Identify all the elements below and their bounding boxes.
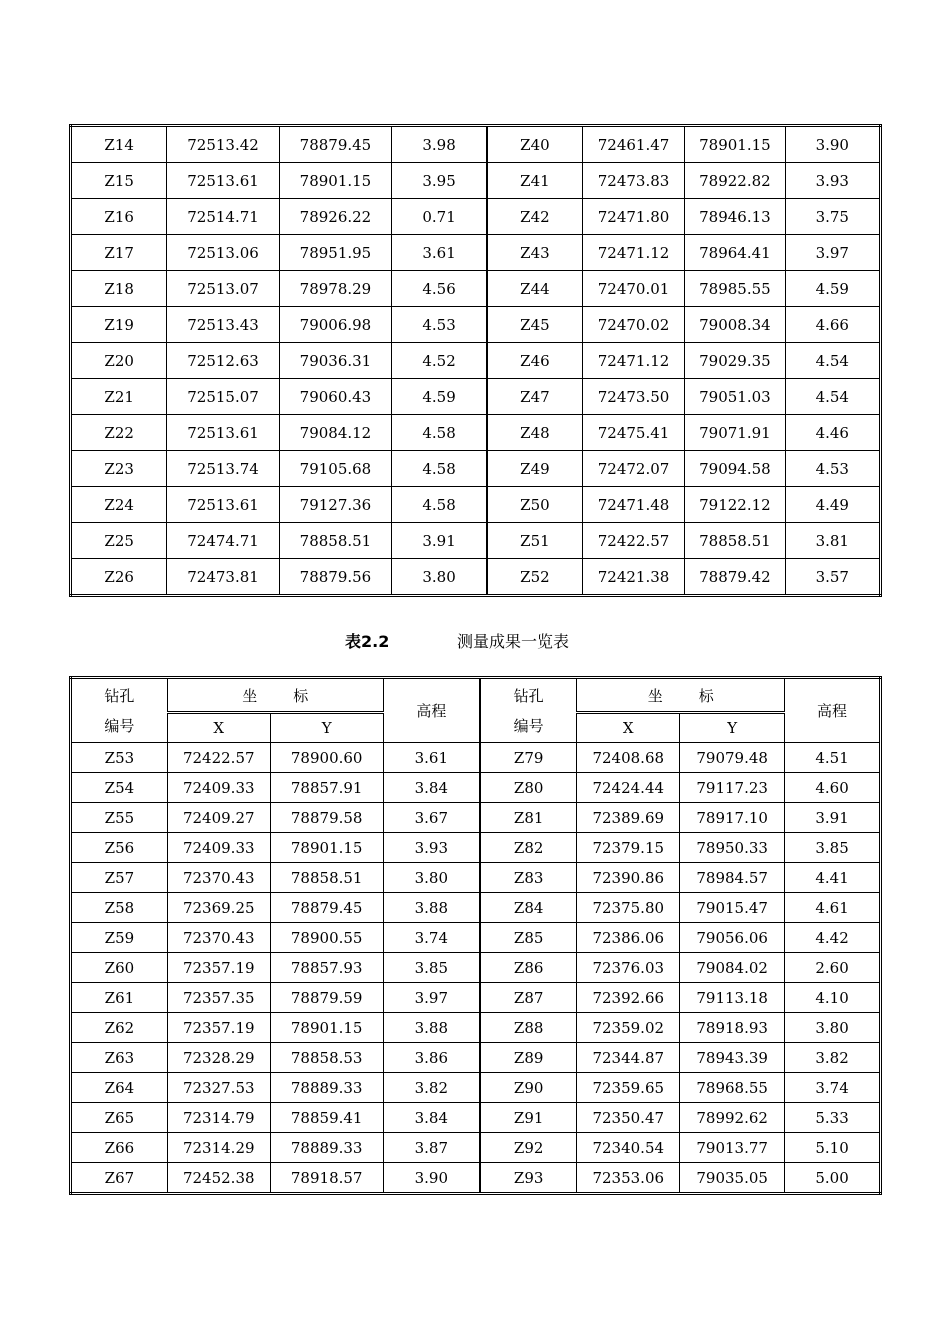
- cell-elevation: 3.90: [383, 1163, 480, 1194]
- header-coord-char1: 坐: [242, 686, 258, 705]
- header-y: Y: [270, 713, 383, 743]
- header-elevation-2: 高程: [785, 678, 881, 743]
- header-borehole-line1: 钻孔: [104, 686, 135, 705]
- cell-y-coord: 78900.60: [270, 743, 383, 773]
- cell-elevation: 4.56: [392, 271, 487, 307]
- cell-borehole-id: Z20: [71, 343, 167, 379]
- cell-x-coord: 72512.63: [167, 343, 279, 379]
- header-elevation: 高程: [383, 678, 480, 743]
- cell-x-coord-right: 72471.48: [582, 487, 684, 523]
- cell-elevation-right: 4.61: [785, 893, 881, 923]
- cell-borehole-id-right: Z42: [487, 199, 582, 235]
- cell-elevation: 3.80: [383, 863, 480, 893]
- cell-y-coord: 79060.43: [279, 379, 391, 415]
- cell-borehole-id-right: Z90: [480, 1073, 577, 1103]
- cell-elevation-right: 3.82: [785, 1043, 881, 1073]
- table-row: [71, 163, 881, 199]
- header-coordinates-2: [577, 678, 785, 713]
- cell-borehole-id: Z26: [71, 559, 167, 596]
- cell-x-coord-right: 72390.86: [577, 863, 680, 893]
- cell-y-coord-right: 79051.03: [685, 379, 785, 415]
- cell-elevation-right: 4.66: [785, 307, 880, 343]
- table-row: [71, 523, 881, 559]
- cell-x-coord-right: 72340.54: [577, 1133, 680, 1163]
- caption-title: 测量成果一览表: [457, 632, 570, 651]
- cell-y-coord-right: 78901.15: [685, 126, 785, 163]
- cell-y-coord-right: 78922.82: [685, 163, 785, 199]
- cell-x-coord-right: 72353.06: [577, 1163, 680, 1194]
- cell-y-coord-right: 79079.48: [680, 743, 785, 773]
- cell-x-coord: 72409.27: [167, 803, 270, 833]
- cell-y-coord-right: 79084.02: [680, 953, 785, 983]
- cell-elevation: 3.85: [383, 953, 480, 983]
- table-row: [71, 923, 881, 953]
- cell-elevation: 4.58: [392, 487, 487, 523]
- cell-y-coord-right: 78964.41: [685, 235, 785, 271]
- cell-elevation-right: 4.53: [785, 451, 880, 487]
- cell-borehole-id-right: Z89: [480, 1043, 577, 1073]
- cell-elevation: 4.59: [392, 379, 487, 415]
- cell-elevation: 3.87: [383, 1133, 480, 1163]
- cell-x-coord: 72369.25: [167, 893, 270, 923]
- cell-elevation: 4.58: [392, 415, 487, 451]
- cell-borehole-id-right: Z92: [480, 1133, 577, 1163]
- cell-x-coord-right: 72470.01: [582, 271, 684, 307]
- cell-elevation-right: 3.80: [785, 1013, 881, 1043]
- cell-y-coord: 78857.93: [270, 953, 383, 983]
- cell-elevation-right: 3.90: [785, 126, 880, 163]
- table1-body: [71, 126, 881, 596]
- cell-borehole-id-right: Z46: [487, 343, 582, 379]
- cell-y-coord: 78859.41: [270, 1103, 383, 1133]
- cell-elevation: 4.58: [392, 451, 487, 487]
- cell-borehole-id: Z19: [71, 307, 167, 343]
- header-coord-char2-2: 标: [698, 686, 714, 705]
- cell-y-coord: 78858.51: [279, 523, 391, 559]
- cell-elevation: 3.82: [383, 1073, 480, 1103]
- cell-x-coord: 72357.35: [167, 983, 270, 1013]
- cell-borehole-id: Z60: [71, 953, 168, 983]
- header-coord-char2: 标: [293, 686, 309, 705]
- cell-borehole-id-right: Z40: [487, 126, 582, 163]
- cell-borehole-id-right: Z86: [480, 953, 577, 983]
- cell-y-coord: 78926.22: [279, 199, 391, 235]
- cell-borehole-id: Z25: [71, 523, 167, 559]
- cell-borehole-id-right: Z44: [487, 271, 582, 307]
- header-coordinates: [167, 678, 383, 713]
- table-row: [71, 1133, 881, 1163]
- table2-header: [71, 678, 881, 743]
- cell-elevation: 3.67: [383, 803, 480, 833]
- header-coord-char1-2: 坐: [647, 686, 663, 705]
- cell-y-coord: 78900.55: [270, 923, 383, 953]
- table-row: [71, 126, 881, 163]
- cell-x-coord: 72409.33: [167, 833, 270, 863]
- table-row: [71, 953, 881, 983]
- cell-borehole-id: Z62: [71, 1013, 168, 1043]
- cell-x-coord-right: 72350.47: [577, 1103, 680, 1133]
- table-row: [71, 487, 881, 523]
- cell-x-coord: 72514.71: [167, 199, 279, 235]
- cell-borehole-id: Z17: [71, 235, 167, 271]
- table-row: [71, 343, 881, 379]
- cell-x-coord: 72513.61: [167, 415, 279, 451]
- cell-x-coord-right: 72376.03: [577, 953, 680, 983]
- cell-y-coord-right: 79015.47: [680, 893, 785, 923]
- cell-y-coord-right: 79122.12: [685, 487, 785, 523]
- cell-borehole-id: Z66: [71, 1133, 168, 1163]
- cell-elevation-right: 4.46: [785, 415, 880, 451]
- cell-elevation-right: 3.74: [785, 1073, 881, 1103]
- cell-x-coord: 72370.43: [167, 863, 270, 893]
- cell-y-coord: 78879.59: [270, 983, 383, 1013]
- cell-x-coord: 72513.06: [167, 235, 279, 271]
- table-row: [71, 415, 881, 451]
- cell-borehole-id-right: Z47: [487, 379, 582, 415]
- cell-y-coord: 78918.57: [270, 1163, 383, 1194]
- cell-borehole-id: Z53: [71, 743, 168, 773]
- table2-body: [71, 743, 881, 1194]
- cell-y-coord-right: 78858.51: [685, 523, 785, 559]
- cell-x-coord-right: 72421.38: [582, 559, 684, 596]
- cell-y-coord-right: 79008.34: [685, 307, 785, 343]
- header-x: X: [167, 713, 270, 743]
- cell-x-coord-right: 72461.47: [582, 126, 684, 163]
- cell-x-coord-right: 72359.02: [577, 1013, 680, 1043]
- cell-y-coord-right: 78879.42: [685, 559, 785, 596]
- cell-x-coord-right: 72359.65: [577, 1073, 680, 1103]
- cell-y-coord-right: 79113.18: [680, 983, 785, 1013]
- cell-x-coord-right: 72471.12: [582, 343, 684, 379]
- table-row: [71, 235, 881, 271]
- cell-elevation: 0.71: [392, 199, 487, 235]
- cell-x-coord: 72513.74: [167, 451, 279, 487]
- cell-elevation: 3.95: [392, 163, 487, 199]
- cell-x-coord-right: 72392.66: [577, 983, 680, 1013]
- cell-y-coord-right: 79035.05: [680, 1163, 785, 1194]
- cell-elevation-right: 4.41: [785, 863, 881, 893]
- cell-elevation-right: 4.54: [785, 343, 880, 379]
- cell-borehole-id-right: Z91: [480, 1103, 577, 1133]
- cell-elevation-right: 3.91: [785, 803, 881, 833]
- cell-elevation-right: 2.60: [785, 953, 881, 983]
- cell-elevation: 3.88: [383, 1013, 480, 1043]
- cell-borehole-id-right: Z88: [480, 1013, 577, 1043]
- cell-elevation: 4.52: [392, 343, 487, 379]
- cell-elevation-right: 3.81: [785, 523, 880, 559]
- cell-y-coord-right: 79029.35: [685, 343, 785, 379]
- table-row: [71, 863, 881, 893]
- cell-borehole-id-right: Z87: [480, 983, 577, 1013]
- cell-borehole-id: Z56: [71, 833, 168, 863]
- cell-y-coord: 78858.53: [270, 1043, 383, 1073]
- cell-y-coord: 78978.29: [279, 271, 391, 307]
- cell-x-coord-right: 72475.41: [582, 415, 684, 451]
- header-x-2: X: [577, 713, 680, 743]
- table-caption: [0, 627, 950, 653]
- cell-borehole-id-right: Z41: [487, 163, 582, 199]
- cell-borehole-id: Z61: [71, 983, 168, 1013]
- cell-elevation: 3.80: [392, 559, 487, 596]
- cell-y-coord: 79127.36: [279, 487, 391, 523]
- cell-elevation: 3.74: [383, 923, 480, 953]
- table-row: [71, 773, 881, 803]
- cell-x-coord: 72327.53: [167, 1073, 270, 1103]
- cell-x-coord: 72422.57: [167, 743, 270, 773]
- cell-borehole-id-right: Z45: [487, 307, 582, 343]
- header-borehole-line2-2: 编号: [513, 716, 544, 735]
- cell-elevation-right: 3.85: [785, 833, 881, 863]
- cell-y-coord-right: 78984.57: [680, 863, 785, 893]
- cell-elevation-right: 5.10: [785, 1133, 881, 1163]
- cell-borehole-id-right: Z80: [480, 773, 577, 803]
- cell-elevation-right: 4.60: [785, 773, 881, 803]
- cell-borehole-id-right: Z85: [480, 923, 577, 953]
- cell-borehole-id: Z54: [71, 773, 168, 803]
- cell-borehole-id-right: Z79: [480, 743, 577, 773]
- cell-elevation-right: 3.93: [785, 163, 880, 199]
- cell-y-coord-right: 78943.39: [680, 1043, 785, 1073]
- cell-x-coord-right: 72386.06: [577, 923, 680, 953]
- cell-elevation-right: 4.59: [785, 271, 880, 307]
- cell-elevation: 3.88: [383, 893, 480, 923]
- cell-x-coord-right: 72470.02: [582, 307, 684, 343]
- cell-x-coord-right: 72471.80: [582, 199, 684, 235]
- cell-y-coord: 78951.95: [279, 235, 391, 271]
- cell-y-coord-right: 79117.23: [680, 773, 785, 803]
- cell-elevation: 3.84: [383, 773, 480, 803]
- cell-elevation: 3.86: [383, 1043, 480, 1073]
- cell-y-coord-right: 79071.91: [685, 415, 785, 451]
- table-row: [71, 379, 881, 415]
- table-row: [71, 1073, 881, 1103]
- header-borehole-line1-2: 钻孔: [513, 686, 544, 705]
- cell-x-coord: 72473.81: [167, 559, 279, 596]
- cell-borehole-id-right: Z49: [487, 451, 582, 487]
- table-row: [71, 1163, 881, 1194]
- cell-borehole-id: Z59: [71, 923, 168, 953]
- cell-elevation: 3.97: [383, 983, 480, 1013]
- cell-borehole-id: Z55: [71, 803, 168, 833]
- cell-borehole-id-right: Z52: [487, 559, 582, 596]
- header-y-2: Y: [680, 713, 785, 743]
- cell-elevation-right: 4.42: [785, 923, 881, 953]
- cell-elevation-right: 3.75: [785, 199, 880, 235]
- cell-x-coord: 72314.29: [167, 1133, 270, 1163]
- header-borehole-line2: 编号: [104, 716, 135, 735]
- cell-borehole-id: Z14: [71, 126, 167, 163]
- cell-x-coord-right: 72422.57: [582, 523, 684, 559]
- cell-borehole-id: Z16: [71, 199, 167, 235]
- cell-borehole-id-right: Z81: [480, 803, 577, 833]
- cell-x-coord-right: 72344.87: [577, 1043, 680, 1073]
- cell-borehole-id: Z22: [71, 415, 167, 451]
- cell-x-coord-right: 72472.07: [582, 451, 684, 487]
- table-row: [71, 1043, 881, 1073]
- cell-elevation-right: 4.51: [785, 743, 881, 773]
- cell-y-coord-right: 78950.33: [680, 833, 785, 863]
- table-row: [71, 893, 881, 923]
- table-row: [71, 451, 881, 487]
- cell-x-coord: 72513.43: [167, 307, 279, 343]
- cell-borehole-id-right: Z93: [480, 1163, 577, 1194]
- cell-elevation-right: 4.54: [785, 379, 880, 415]
- cell-y-coord: 79105.68: [279, 451, 391, 487]
- table-row: [71, 983, 881, 1013]
- cell-borehole-id: Z58: [71, 893, 168, 923]
- cell-elevation: 3.91: [392, 523, 487, 559]
- cell-borehole-id: Z57: [71, 863, 168, 893]
- cell-y-coord: 78889.33: [270, 1133, 383, 1163]
- cell-borehole-id-right: Z48: [487, 415, 582, 451]
- cell-borehole-id-right: Z83: [480, 863, 577, 893]
- cell-y-coord: 78901.15: [279, 163, 391, 199]
- table-row: [71, 743, 881, 773]
- cell-x-coord: 72314.79: [167, 1103, 270, 1133]
- cell-y-coord-right: 79094.58: [685, 451, 785, 487]
- cell-x-coord-right: 72408.68: [577, 743, 680, 773]
- cell-y-coord-right: 78946.13: [685, 199, 785, 235]
- table-row: [71, 199, 881, 235]
- cell-y-coord-right: 78968.55: [680, 1073, 785, 1103]
- cell-y-coord: 78879.45: [279, 126, 391, 163]
- cell-elevation: 3.93: [383, 833, 480, 863]
- cell-borehole-id-right: Z43: [487, 235, 582, 271]
- cell-borehole-id: Z15: [71, 163, 167, 199]
- cell-x-coord-right: 72375.80: [577, 893, 680, 923]
- cell-y-coord: 78889.33: [270, 1073, 383, 1103]
- cell-y-coord: 79006.98: [279, 307, 391, 343]
- cell-x-coord: 72357.19: [167, 1013, 270, 1043]
- cell-x-coord: 72474.71: [167, 523, 279, 559]
- cell-y-coord: 78879.45: [270, 893, 383, 923]
- cell-borehole-id-right: Z51: [487, 523, 582, 559]
- cell-x-coord-right: 72379.15: [577, 833, 680, 863]
- cell-borehole-id: Z18: [71, 271, 167, 307]
- cell-elevation: 4.53: [392, 307, 487, 343]
- cell-elevation-right: 4.10: [785, 983, 881, 1013]
- cell-x-coord: 72513.07: [167, 271, 279, 307]
- cell-borehole-id-right: Z84: [480, 893, 577, 923]
- cell-y-coord: 78857.91: [270, 773, 383, 803]
- cell-elevation: 3.84: [383, 1103, 480, 1133]
- cell-borehole-id: Z65: [71, 1103, 168, 1133]
- header-borehole-id-2: [480, 678, 577, 743]
- cell-y-coord-right: 79013.77: [680, 1133, 785, 1163]
- cell-x-coord: 72513.61: [167, 163, 279, 199]
- table-row: [71, 833, 881, 863]
- cell-borehole-id: Z64: [71, 1073, 168, 1103]
- cell-elevation-right: 4.49: [785, 487, 880, 523]
- cell-elevation: 3.98: [392, 126, 487, 163]
- cell-y-coord-right: 78918.93: [680, 1013, 785, 1043]
- cell-x-coord: 72370.43: [167, 923, 270, 953]
- cell-y-coord: 78901.15: [270, 1013, 383, 1043]
- cell-x-coord-right: 72389.69: [577, 803, 680, 833]
- cell-x-coord-right: 72473.83: [582, 163, 684, 199]
- cell-x-coord: 72452.38: [167, 1163, 270, 1194]
- cell-y-coord: 79084.12: [279, 415, 391, 451]
- table-row: [71, 559, 881, 596]
- cell-y-coord-right: 78985.55: [685, 271, 785, 307]
- cell-x-coord: 72515.07: [167, 379, 279, 415]
- cell-x-coord-right: 72424.44: [577, 773, 680, 803]
- table-row: [71, 1013, 881, 1043]
- header-borehole-id: [71, 678, 168, 743]
- cell-x-coord: 72357.19: [167, 953, 270, 983]
- cell-x-coord-right: 72473.50: [582, 379, 684, 415]
- cell-y-coord-right: 79056.06: [680, 923, 785, 953]
- cell-x-coord: 72513.42: [167, 126, 279, 163]
- cell-y-coord: 78901.15: [270, 833, 383, 863]
- cell-elevation-right: 5.00: [785, 1163, 881, 1194]
- cell-borehole-id: Z23: [71, 451, 167, 487]
- cell-y-coord: 78879.56: [279, 559, 391, 596]
- survey-results-table: [69, 676, 882, 1195]
- cell-elevation: 3.61: [383, 743, 480, 773]
- cell-y-coord-right: 78917.10: [680, 803, 785, 833]
- table-row: [71, 307, 881, 343]
- cell-y-coord: 78858.51: [270, 863, 383, 893]
- cell-elevation-right: 3.97: [785, 235, 880, 271]
- table-row: [71, 1103, 881, 1133]
- table-row: [71, 271, 881, 307]
- cell-x-coord: 72409.33: [167, 773, 270, 803]
- cell-borehole-id-right: Z50: [487, 487, 582, 523]
- cell-y-coord: 78879.58: [270, 803, 383, 833]
- table-row: [71, 803, 881, 833]
- cell-borehole-id: Z24: [71, 487, 167, 523]
- cell-borehole-id-right: Z82: [480, 833, 577, 863]
- cell-x-coord: 72513.61: [167, 487, 279, 523]
- cell-borehole-id: Z63: [71, 1043, 168, 1073]
- cell-borehole-id: Z21: [71, 379, 167, 415]
- cell-y-coord-right: 78992.62: [680, 1103, 785, 1133]
- cell-elevation-right: 3.57: [785, 559, 880, 596]
- caption-number: 表2.2: [345, 632, 390, 651]
- cell-x-coord: 72328.29: [167, 1043, 270, 1073]
- cell-y-coord: 79036.31: [279, 343, 391, 379]
- cell-elevation: 3.61: [392, 235, 487, 271]
- cell-elevation-right: 5.33: [785, 1103, 881, 1133]
- cell-x-coord-right: 72471.12: [582, 235, 684, 271]
- survey-table-continued: [69, 124, 882, 597]
- cell-borehole-id: Z67: [71, 1163, 168, 1194]
